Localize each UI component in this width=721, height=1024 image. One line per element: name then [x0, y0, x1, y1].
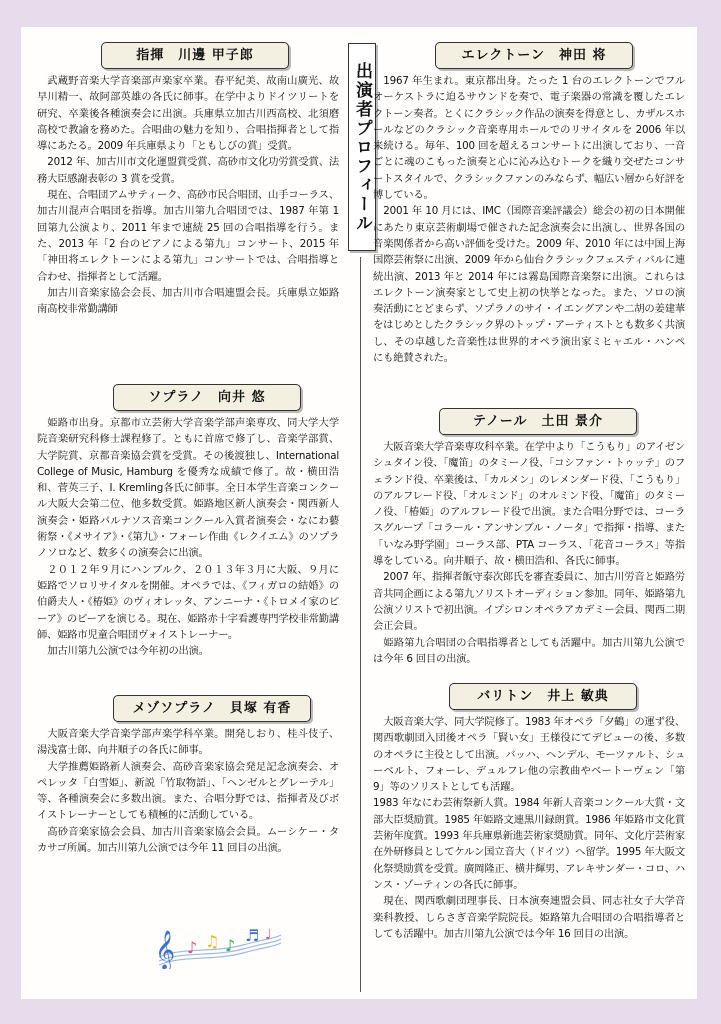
performer-role: 指揮: [136, 48, 165, 63]
note-icon: ♪: [187, 938, 198, 957]
electone-bio: [373, 73, 685, 366]
conductor-name-box: [101, 42, 289, 69]
bio-paragraph: 加古川第九公演では今年初の出演。: [47, 645, 209, 658]
page-title: 出演者プロフィール: [348, 43, 376, 251]
bio-paragraph: 現在、関西歌劇団理事長、日本演奏連盟会員、同志社女子大学音楽科教授、しらさぎ音楽学院院長。姫路第九合唱団の合唱指導者としても活躍中。加古川第九公演では今年 16 回目の出演。: [373, 895, 685, 940]
performer-name: 向井 悠: [218, 390, 266, 405]
performer-role: テノール: [473, 414, 528, 429]
note-icon: ♩: [265, 927, 272, 943]
tenor-name-box: [439, 408, 637, 435]
treble-clef-icon: 𝄞: [155, 930, 176, 969]
performer-role: エレクトーン: [461, 48, 545, 63]
bio-paragraph: 大学推薦姫路新人演奏会、高砂音楽家協会発足記念演奏会、オペレッタ「白雪姫」、新説「竹取物語」、「ヘンゼルとグレーテル」等、各種演奏会に多数出演。また、合唱分野では、指揮者及びボイストレーナーとしても積極的に活動している。: [37, 760, 339, 822]
bio-paragraph: 2007 年、指揮者飯守泰次郎氏を審査委員に、加古川労音と姫路労音共同企画による第九ソリストオーディション参加。同年、姫路第九公演ソリストで初出演。イプシロンオペラアカデミー会員、関西二期会正会員。: [373, 571, 685, 633]
bio-paragraph: 大阪音楽大学音楽専攻科卒業。在学中より「こうもり」のアイゼンシュタイン役、「魔笛」のタミーノ役、「コシファン・トゥッテ」のフェランド役、卒業後は、「カルメン」のレメンダード役、「こうもり」のアルフレード役、「オルミンド」のオルミンド役、「魔笛」のタミーノ役、「椿姫」のアルフレード役で出演。また合唱分野では、コーラスグループ「コラール・アンサンブル・ノータ」で指揮・指導、また「いなみ野学園」コーラス部、PTA コーラス、「花音コーラス」等指導をしている。向井順子、故・横田浩和、各氏に師事。: [373, 441, 685, 568]
note-icon: ♫: [205, 932, 220, 951]
performer-name: 井上 敏典: [547, 689, 609, 704]
performer-name: 貝塚 有香: [229, 701, 292, 716]
performer-name: 土田 景介: [541, 414, 603, 429]
bio-paragraph: 高砂音楽家協会会員、加古川音楽家協会会員。ムーシケー・タカサゴ所属。加古川第九公演では今年 11 回目の出演。: [37, 825, 339, 855]
column-divider: [360, 257, 361, 992]
bio-paragraph: 1983 年なにわ芸術祭新人賞。1984 年新人音楽コンクール大賞・文部大臣奨励賞。1985 年姫路文連黒川録朗賞。1986 年姫路市文化賞芸術年度賞。1993 年兵庫県新進芸術家奨励賞。同年、文化庁芸術家在外研修員としてケルン国立音大（ドイツ）へ留学。1995 年大阪文化祭奨励賞を受賞。廣岡隆正、横井輝男、アレキサンダー・コロ、ハンス・ゾーティンの各氏に師事。: [373, 797, 685, 891]
bio-paragraph: 大阪音楽大学音楽学部声楽学科卒業。開発しおり、桂斗伎子、湯浅富士郎、向井順子の各氏に師事。: [37, 728, 339, 757]
note-icon: ♬: [245, 926, 260, 945]
performer-role: バリトン: [477, 689, 534, 704]
soprano-name-box: [113, 384, 301, 411]
bio-paragraph: 2012 年、加古川市文化運盟賞受賞、高砂市文化功労賞受賞、法務大臣感謝表彰の 3 賞を受賞。: [37, 156, 339, 185]
baritone-name-box: [449, 683, 637, 710]
electone-name-box: [435, 42, 633, 69]
performer-name: 神田 将: [558, 48, 607, 63]
bio-paragraph: 大阪音楽大学、同大学院修了。1983 年オペラ「夕鶴」の運ず役、関西歌劇団入団後オペラ「賢い女」王様役にてデビューの後、多数のオペラに主役として出演。バッハ、ヘンデル、モーツァルト、シューベルト、フォーレ、デュルフレ他の宗教曲やベートーヴェン「第 9」等のソリストとしても活躍。: [373, 716, 685, 794]
mezzo-bio: [37, 726, 339, 856]
soprano-bio: [37, 415, 339, 659]
program-page: [21, 27, 697, 999]
mezzo-name-box: [113, 695, 311, 722]
bio-paragraph: ２０１２年９月にハンブルク、２０１３年３月に大阪、９月に姫路でソロリサイタルを開催。オペラでは、《フィガロの結婚》の伯爵夫人・《椿姫》のヴィオレッタ、アンニーナ・《トロメイ家のピーア》のピーアを演じる。現在、姫路赤十字看護専門学校非常勤講師、姫路市児童合唱団ヴォイストレーナー。: [37, 563, 339, 641]
bio-paragraph: 姫路市出身。京都市立芸術大学音楽学部声楽専攻、同大学大学院音楽研究科修士課程修了。ともに首席で修了し、音楽学部賞、大学院賞、京都音楽協会賞を受賞。その後渡独し、International College of Music, Hamburg を優秀な成績で修了。故・横田浩和、菅英三子、I. Kremling各氏に師事。全日本学生音楽コンクール大阪大会第二位、他多数受賞。姫路地区新人演奏会・関西新人演奏会・姫路パルナソス音楽コンクール入賞者演奏会・なにわ藝術祭・《メサイア》・《第九》・フォーレ作曲《レクイエム》のソプラノソロなど、数多くの演奏会に出演。: [37, 417, 339, 560]
tenor-bio: [373, 439, 685, 667]
bio-paragraph: 武蔵野音楽大学音楽部声楽家卒業。春平紀美、故南山廣光、故早川精一、故阿部英雄の各氏に師事。在学中よりドイツリートを研究、卒業後各種演奏会に出演。兵庫県立加古川西高校、北須磨高校で教諭を務めた。合唱曲の魅力を知り、合唱指揮者として指導にあたる。2009 年兵庫県より「ともしびの賞」受賞。: [37, 75, 339, 153]
bio-paragraph: 姫路第九合唱団の合唱指導者としても活躍中。加古川第九公演では今年 6 回目の出演。: [373, 636, 685, 665]
music-notes-illustration: [153, 917, 283, 969]
performer-role: ソプラノ: [148, 390, 205, 405]
performer-name: 川邊 甲子郎: [178, 48, 254, 63]
note-icon: ♪: [225, 936, 236, 955]
baritone-bio: [373, 714, 685, 942]
conductor-bio: [37, 73, 339, 317]
bio-paragraph: 2001 年 10 月には、IMC（国際音楽評議会）総会の初の日本開催にあたり東京芸術劇場で催された記念演奏会に出演し、世界各国の音楽関係者から高い評価を受けた。2009 年、2010 年には中国上海国際芸術祭に出演、2009 年から仙台クラシックフェスティバルに連続出演、2013 年と 2014 年には霧島国際音楽祭に出演。これらはエレクトーン演奏家として史上初の快挙となった。また、ソロの演奏活動にとどまらず、ソプラノのサイ・イエングアンや二胡の姜建華をはじめとしたクラシック界のトップ・アーティストとも数多く共演し、その卓越した音楽性は世界的オペラ演出家ミヒャエル・ハンペにも絶賛された。: [373, 205, 685, 365]
bio-paragraph: 1967 年生まれ。東京都出身。たった 1 台のエレクトーンでフルオーケストラに迫るサウンドを奏で、電子楽器の常識を覆したエレクトーン奏者。とくにクラシック作品の演奏を得意とし、カザルスホールなどのクラシック音楽専用ホールでのリサイタルを 2006 年以来続ける。毎年、100 回を超えるコンサートに出演しており、一音ごとに魂のこもった演奏と心に沁み込むトークを織り交ぜたコンサートスタイルで、クラシックファンのみならず、幅広い層から好評を博している。: [373, 75, 685, 202]
performer-role: メゾソプラノ: [132, 701, 216, 716]
bio-paragraph: 加古川音楽家協会会長、加古川市合唱連盟会長。兵庫県立姫路南高校非常勤講師: [37, 286, 339, 316]
bio-paragraph: 現在、合唱団アムサティーク、高砂市民合唱団、山手コーラス、加古川混声合唱団を指導。加古川第九合唱団では、1987 年第 1 回第九公演より、2011 年まで連続 25 回の合唱指導を行う。また、2013 年「2 台のピアノによる第九」コンサート、2015 年「神田将エレクトーンによる第九」コンサートでは、合唱指導と合わせ、指揮者として活躍。: [37, 189, 339, 283]
